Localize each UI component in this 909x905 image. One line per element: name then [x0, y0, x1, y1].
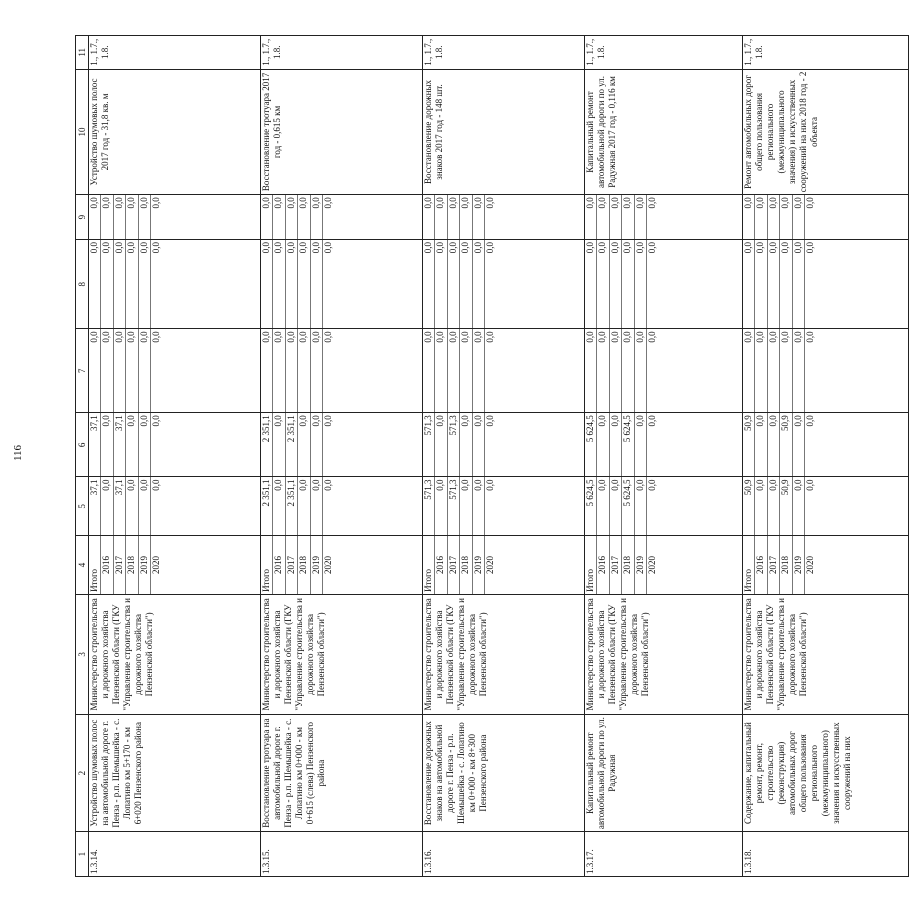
value-line: 0,0: [597, 329, 609, 412]
value-line: 0,0: [473, 329, 485, 412]
result-indicator: Капитальный ремонт автомобильной дороги по ул. Радужная 2017 год - 0,116 км: [585, 69, 743, 195]
value-line: 0,0: [768, 329, 780, 412]
value-line: 0,0: [635, 477, 647, 535]
value-line: 0,0: [298, 240, 310, 328]
value-line: 0,0: [435, 477, 447, 535]
value-line: 0,0: [139, 240, 151, 328]
value-line: 0,0: [473, 195, 485, 239]
value-line: 0,0: [780, 329, 792, 412]
value-line: 0,0: [286, 329, 298, 412]
value-line: 0,0: [635, 240, 647, 328]
value-line: 0,0: [755, 477, 767, 535]
federal-budget: [585, 329, 743, 413]
value-line: 0,0: [805, 242, 816, 254]
value-line: 0,0: [597, 195, 609, 239]
value-line: 571,3: [423, 477, 435, 535]
value-line: Итого: [585, 536, 597, 594]
value-line: 0,0: [597, 413, 609, 476]
column-header: 3: [76, 594, 89, 714]
indicator-refs: 1., 1.7., 1.8.: [423, 36, 585, 70]
value-line: 0,0: [635, 329, 647, 412]
value-line: 0,0: [647, 197, 658, 209]
value-line: 0,0: [298, 477, 310, 535]
regional-budget: [261, 413, 423, 477]
value-line: 0,0: [610, 329, 622, 412]
value-line: 0,0: [273, 477, 285, 535]
value-line: 0,0: [298, 195, 310, 239]
value-line: 571,3: [448, 413, 460, 476]
value-line: 0,0: [768, 413, 780, 476]
executor: Министерство строительства и дорожного хозяйства Пензенской области (ГКУ "Управление строительства и дорожного хозяйства Пензенской области"): [261, 594, 423, 714]
table-row: [89, 36, 261, 877]
value-line: 0,0: [473, 413, 485, 476]
value-line: 2018: [622, 536, 634, 594]
value-line: 0,0: [622, 240, 634, 328]
value-line: 0,0: [805, 415, 816, 427]
value-line: 0,0: [435, 240, 447, 328]
table-row: [585, 36, 743, 877]
value-line: 2019: [793, 536, 805, 594]
value-line: 0,0: [585, 240, 597, 328]
value-line: 2020: [323, 555, 334, 574]
value-line: 0,0: [635, 413, 647, 476]
column-header: 11: [76, 36, 89, 70]
executor: Министерство строительства и дорожного хозяйства Пензенской области (ГКУ "Управление строительства и дорожного хозяйства Пензенской области"): [423, 594, 585, 714]
value-line: 0,0: [126, 329, 138, 412]
value-line: 0,0: [473, 477, 485, 535]
column-header: 1: [76, 832, 89, 877]
value-line: 0,0: [460, 329, 472, 412]
value-line: 0,0: [151, 415, 162, 427]
value-line: 0,0: [89, 240, 101, 328]
result-indicator: Ремонт автомобильных дорог общего пользования регионального (межмуниципального значения) и искусственных сооружений на них 2018 год - 2 объекта: [743, 69, 909, 195]
event-name: Восстановление дорожных знаков на автомобильной дороге г. Пенза - р.п. Шемышейка - с. Лопатино км 0+000 - км 8+300 Пензенского района: [423, 714, 585, 831]
value-line: 0,0: [423, 329, 435, 412]
value-line: 571,3: [423, 413, 435, 476]
event-name: Устройство шумовых полос на автомобильной дороге г. Пенза - р.п. Шемышейка - с. Лопатино км 5+170 - км 6+020 Пензенского района: [89, 714, 261, 831]
value-line: 0,0: [435, 413, 447, 476]
local-budget: [743, 240, 909, 329]
value-line: 0,0: [610, 413, 622, 476]
indicator-refs: 1., 1.7., 1.8.: [261, 36, 423, 70]
column-header: 8: [76, 240, 89, 329]
federal-budget: [261, 329, 423, 413]
value-line: 0,0: [151, 242, 162, 254]
result-indicator: Устройство шумовых полос 2017 год - 31,8 кв. м: [89, 69, 261, 195]
value-line: 2016: [435, 536, 447, 594]
row-id: 1.3.14.: [89, 832, 261, 877]
other-sources: [261, 195, 423, 240]
year-list: [423, 536, 585, 595]
value-line: 0,0: [139, 477, 151, 535]
value-line: 0,0: [485, 331, 496, 343]
value-line: 0,0: [635, 195, 647, 239]
year-list: [743, 536, 909, 595]
column-header: 6: [76, 413, 89, 477]
value-line: 0,0: [139, 413, 151, 476]
value-line: 2020: [647, 555, 658, 574]
value-line: 0,0: [139, 329, 151, 412]
executor: Министерство строительства и дорожного хозяйства Пензенской области (ГКУ "Управление строительства и дорожного хозяйства Пензенской области"): [585, 594, 743, 714]
value-line: 0,0: [585, 329, 597, 412]
value-line: 0,0: [126, 413, 138, 476]
column-header: 9: [76, 195, 89, 240]
federal-budget: [423, 329, 585, 413]
value-line: 37,1: [114, 413, 126, 476]
value-line: 0,0: [743, 195, 755, 239]
value-line: 0,0: [311, 477, 323, 535]
value-line: 0,0: [435, 195, 447, 239]
value-line: 0,0: [323, 242, 334, 254]
value-line: 0,0: [743, 329, 755, 412]
table-row: [261, 36, 423, 877]
value-line: 37,1: [114, 477, 126, 535]
value-line: 2 351,1: [261, 413, 273, 476]
value-line: 5 624,5: [585, 477, 597, 535]
value-line: 0,0: [460, 477, 472, 535]
column-header: 10: [76, 69, 89, 195]
total-funding: [585, 477, 743, 536]
value-line: 5 624,5: [622, 413, 634, 476]
value-line: 0,0: [323, 479, 334, 491]
indicator-refs: 1., 1.7., 1.8.: [585, 36, 743, 70]
value-line: 2019: [635, 536, 647, 594]
value-line: 2019: [311, 536, 323, 594]
value-line: 0,0: [273, 195, 285, 239]
value-line: 0,0: [323, 415, 334, 427]
page-number: 116: [12, 444, 24, 462]
value-line: 0,0: [460, 413, 472, 476]
value-line: 0,0: [114, 240, 126, 328]
value-line: 0,0: [311, 195, 323, 239]
local-budget: [423, 240, 585, 329]
value-line: 0,0: [805, 197, 816, 209]
value-line: 0,0: [126, 240, 138, 328]
executor: Министерство строительства и дорожного хозяйства Пензенской области (ГКУ "Управление строительства и дорожного хозяйства Пензенской области"): [89, 594, 261, 714]
event-name: Восстановление тротуара на автомобильной дороге г. Пенза - р.п. Шемышейка - с. Лопатино км 0+000 - км 0+615 (слева) Пензенского района: [261, 714, 423, 831]
event-name: Капитальный ремонт автомобильной дороги по ул. Радужная: [585, 714, 743, 831]
value-line: 0,0: [261, 195, 273, 239]
value-line: 0,0: [273, 240, 285, 328]
value-line: 0,0: [273, 329, 285, 412]
value-line: 0,0: [485, 197, 496, 209]
value-line: 0,0: [126, 477, 138, 535]
value-line: 2016: [597, 536, 609, 594]
value-line: 5 624,5: [585, 413, 597, 476]
value-line: 0,0: [435, 329, 447, 412]
value-line: 0,0: [793, 329, 805, 412]
value-line: Итого: [423, 536, 435, 594]
value-line: 0,0: [485, 415, 496, 427]
value-line: 0,0: [755, 329, 767, 412]
value-line: 0,0: [768, 240, 780, 328]
total-funding: [423, 477, 585, 536]
federal-budget: [89, 329, 261, 413]
table-row: [423, 36, 585, 877]
event-name: Содержание, капитальный ремонт, ремонт, строительство (реконструкция) автомобильных дорог общего пользования регионального (межмуниципального) значения и искусственных сооружений на них: [743, 714, 909, 831]
other-sources: [743, 195, 909, 240]
value-line: 0,0: [755, 240, 767, 328]
value-line: 0,0: [323, 197, 334, 209]
column-header: 4: [76, 536, 89, 595]
federal-budget: [743, 329, 909, 413]
value-line: 0,0: [460, 240, 472, 328]
row-id: 1.3.15.: [261, 832, 423, 877]
value-line: 0,0: [793, 477, 805, 535]
value-line: 571,3: [448, 477, 460, 535]
year-list: [585, 536, 743, 595]
value-line: 0,0: [768, 477, 780, 535]
other-sources: [585, 195, 743, 240]
value-line: 0,0: [743, 240, 755, 328]
value-line: 0,0: [597, 477, 609, 535]
value-line: 0,0: [114, 195, 126, 239]
indicator-refs: 1., 1.7., 1.8.: [89, 36, 261, 70]
value-line: 0,0: [622, 329, 634, 412]
value-line: 0,0: [597, 240, 609, 328]
row-id: 1.3.17.: [585, 832, 743, 877]
value-line: 0,0: [473, 240, 485, 328]
value-line: 50,9: [743, 477, 755, 535]
value-line: 0,0: [89, 329, 101, 412]
value-line: 2018: [298, 536, 310, 594]
value-line: 0,0: [311, 240, 323, 328]
regional-budget: [423, 413, 585, 477]
value-line: 0,0: [311, 413, 323, 476]
row-id: 1.3.16.: [423, 832, 585, 877]
value-line: 50,9: [743, 413, 755, 476]
value-line: 0,0: [647, 415, 658, 427]
value-line: 0,0: [647, 242, 658, 254]
value-line: 0,0: [273, 413, 285, 476]
value-line: 37,1: [89, 413, 101, 476]
value-line: 2019: [139, 536, 151, 594]
value-line: 0,0: [768, 195, 780, 239]
value-line: 2016: [101, 536, 113, 594]
value-line: 0,0: [793, 240, 805, 328]
regional-budget: [585, 413, 743, 477]
value-line: 0,0: [622, 195, 634, 239]
value-line: 37,1: [89, 477, 101, 535]
value-line: 50,9: [780, 477, 792, 535]
value-line: 0,0: [286, 240, 298, 328]
value-line: 0,0: [298, 329, 310, 412]
value-line: 2018: [126, 536, 138, 594]
value-line: 2 351,1: [261, 477, 273, 535]
local-budget: [89, 240, 261, 329]
value-line: 0,0: [647, 479, 658, 491]
value-line: 2016: [273, 536, 285, 594]
result-indicator: Восстановление тротуара 2017 год - 0,615 км: [261, 69, 423, 195]
total-funding: [261, 477, 423, 536]
value-line: 0,0: [323, 331, 334, 343]
value-line: 0,0: [585, 195, 597, 239]
column-header: 5: [76, 477, 89, 536]
local-budget: [585, 240, 743, 329]
value-line: 2018: [780, 536, 792, 594]
value-line: 2 351,1: [286, 413, 298, 476]
value-line: 2017: [286, 536, 298, 594]
value-line: 0,0: [610, 195, 622, 239]
value-line: 2017: [610, 536, 622, 594]
value-line: 0,0: [460, 195, 472, 239]
value-line: 0,0: [805, 331, 816, 343]
other-sources: [89, 195, 261, 240]
rotated-table-container: [75, 35, 852, 877]
value-line: 0,0: [261, 329, 273, 412]
value-line: 0,0: [780, 240, 792, 328]
value-line: 2020: [805, 555, 816, 574]
value-line: 2017: [114, 536, 126, 594]
value-line: 0,0: [448, 240, 460, 328]
value-line: 0,0: [793, 413, 805, 476]
value-line: 2016: [755, 536, 767, 594]
value-line: 0,0: [448, 329, 460, 412]
value-line: 2017: [448, 536, 460, 594]
value-line: 0,0: [780, 195, 792, 239]
value-line: 0,0: [151, 479, 162, 491]
column-header: 2: [76, 714, 89, 831]
executor: Министерство строительства и дорожного хозяйства Пензенской области (ГКУ "Управление строительства и дорожного хозяйства Пензенской области"): [743, 594, 909, 714]
value-line: 0,0: [101, 240, 113, 328]
value-line: 0,0: [448, 195, 460, 239]
value-line: 0,0: [139, 195, 151, 239]
value-line: 0,0: [114, 329, 126, 412]
value-line: 0,0: [805, 479, 816, 491]
header-row: [76, 36, 89, 877]
value-line: Итого: [261, 536, 273, 594]
value-line: 2 351,1: [286, 477, 298, 535]
value-line: 0,0: [610, 477, 622, 535]
value-line: 0,0: [755, 195, 767, 239]
value-line: 0,0: [485, 479, 496, 491]
regional-budget: [743, 413, 909, 477]
value-line: Итого: [89, 536, 101, 594]
year-list: [89, 536, 261, 595]
value-line: 0,0: [647, 331, 658, 343]
value-line: 0,0: [261, 240, 273, 328]
value-line: 0,0: [485, 242, 496, 254]
value-line: 0,0: [755, 413, 767, 476]
value-line: 2017: [768, 536, 780, 594]
value-line: 0,0: [423, 240, 435, 328]
result-indicator: Восстановление дорожных знаков 2017 год - 148 шт.: [423, 69, 585, 195]
value-line: Итого: [743, 536, 755, 594]
indicator-refs: 1., 1.7., 1.8.: [743, 36, 909, 70]
value-line: 0,0: [298, 413, 310, 476]
value-line: 0,0: [126, 195, 138, 239]
table-row: [743, 36, 909, 877]
value-line: 0,0: [101, 195, 113, 239]
value-line: 2018: [460, 536, 472, 594]
program-table: [75, 35, 909, 877]
year-list: [261, 536, 423, 595]
value-line: 0,0: [151, 197, 162, 209]
local-budget: [261, 240, 423, 329]
total-funding: [743, 477, 909, 536]
value-line: 0,0: [101, 477, 113, 535]
value-line: 2020: [151, 555, 162, 574]
value-line: 0,0: [311, 329, 323, 412]
row-id: 1.3.18.: [743, 832, 909, 877]
other-sources: [423, 195, 585, 240]
value-line: 2019: [473, 536, 485, 594]
value-line: 0,0: [793, 195, 805, 239]
value-line: 50,9: [780, 413, 792, 476]
value-line: 2020: [485, 555, 496, 574]
value-line: 0,0: [151, 331, 162, 343]
value-line: 0,0: [610, 240, 622, 328]
regional-budget: [89, 413, 261, 477]
value-line: 5 624,5: [622, 477, 634, 535]
value-line: 0,0: [286, 195, 298, 239]
value-line: 0,0: [89, 195, 101, 239]
value-line: 0,0: [101, 413, 113, 476]
value-line: 0,0: [101, 329, 113, 412]
value-line: 0,0: [423, 195, 435, 239]
total-funding: [89, 477, 261, 536]
column-header: 7: [76, 329, 89, 413]
